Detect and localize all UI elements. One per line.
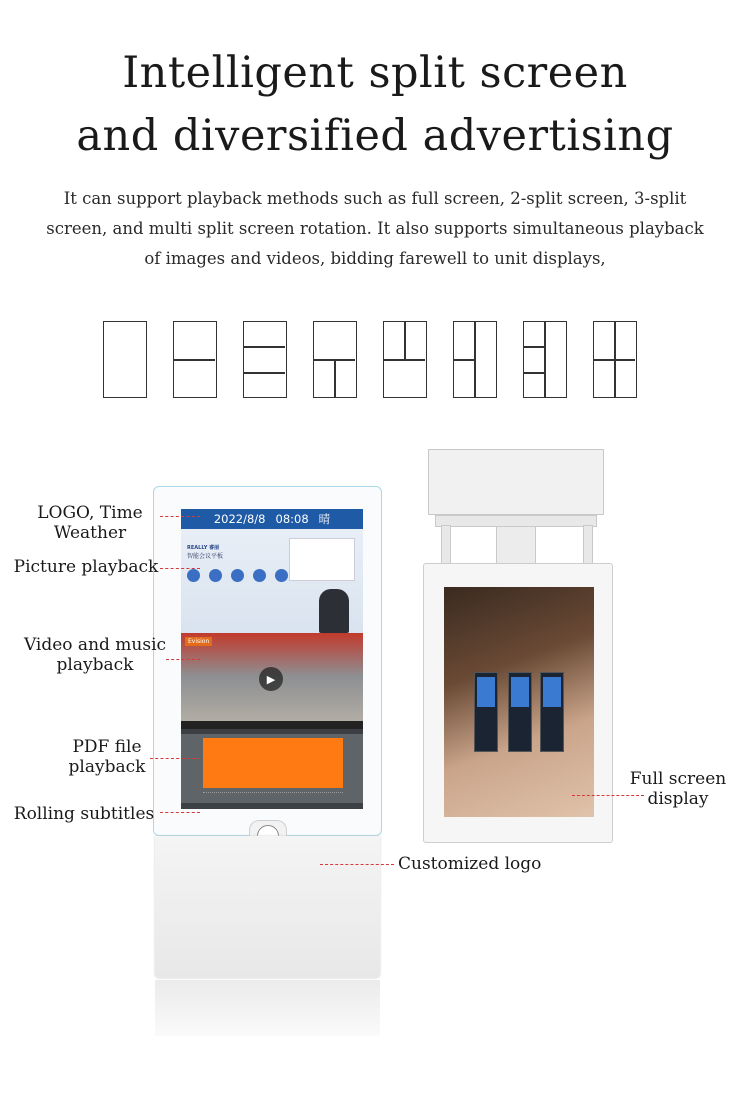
hanging-display: [423, 445, 613, 845]
layout-4-split-icon: [593, 321, 637, 398]
layout-column-split-icon: [453, 321, 497, 398]
page-title-line2: and diversified advertising: [76, 111, 674, 161]
layout-full-icon: [103, 321, 147, 398]
picture-section: [181, 529, 363, 633]
pointer-line: [160, 812, 200, 813]
pdf-toolbar: [181, 729, 363, 734]
product-text: 智能会议平板: [187, 553, 224, 560]
label-full-screen-display: Full screen display: [629, 769, 727, 809]
description: It can support playback methods such as full screen, 2-split screen, 3-split screen, and multi split screen rotation. It also supports simultaneous playback of images and videos, bidding farewell to unit displays,: [46, 189, 704, 268]
ceiling-box: [428, 449, 604, 515]
play-icon[interactable]: ▶: [259, 667, 283, 691]
pointer-line: [150, 758, 200, 759]
display-frame: [153, 486, 382, 836]
feature-icon: [187, 569, 200, 582]
date-text: 2022/8/8: [213, 512, 266, 526]
pointer-line: [166, 659, 200, 660]
kiosk-image: [540, 672, 564, 752]
layout-2-1-split-icon: [383, 321, 427, 398]
label-pdf-playback: PDF file playback: [68, 737, 146, 777]
label-picture-playback: Picture playback: [13, 557, 159, 577]
base-reflection: [155, 980, 380, 1036]
video-controls: [181, 721, 363, 729]
time-text: 08:08: [275, 512, 309, 526]
layout-3-split-icon: [243, 321, 287, 398]
hanger-right: [583, 525, 593, 565]
kiosk-image: [508, 672, 532, 752]
rolling-subtitle-bar: [181, 803, 363, 809]
label-video-music-playback: Video and music playback: [23, 635, 167, 675]
display-base: [155, 836, 380, 978]
pdf-page: [203, 738, 343, 788]
display-frame: [423, 563, 613, 843]
pointer-line: [160, 568, 200, 569]
mount-bracket: [435, 515, 597, 527]
video-section: [181, 633, 363, 729]
hanger-left: [441, 525, 451, 565]
layout-column-3-split-icon: [523, 321, 567, 398]
pointer-line: [320, 864, 394, 865]
kiosk-image: [474, 672, 498, 752]
pdf-caption: [203, 792, 343, 797]
feature-icon: [275, 569, 288, 582]
label-rolling-subtitles: Rolling subtitles: [13, 804, 155, 824]
page-title-line1: Intelligent split screen: [122, 48, 628, 98]
pointer-line: [160, 516, 200, 517]
weather-text: 晴: [318, 512, 331, 526]
label-customized-logo: Customized logo: [398, 854, 542, 874]
pdf-section: [181, 729, 363, 809]
chart-image: [289, 538, 355, 581]
feature-icon: [231, 569, 244, 582]
label-logo-time-weather: LOGO, Time Weather: [37, 503, 143, 543]
layout-2-split-icon: [173, 321, 217, 398]
full-screen-image: [444, 587, 594, 817]
feature-icon: [209, 569, 222, 582]
split-layout-icons: [0, 321, 750, 401]
brand-text: REALLY 睿丽: [187, 545, 220, 551]
layout-1-2-split-icon: [313, 321, 357, 398]
person-image: [319, 589, 349, 633]
split-screen: [181, 509, 363, 809]
video-brand: Evision: [185, 637, 212, 646]
feature-icon: [253, 569, 266, 582]
header-logo-time-weather: [181, 509, 363, 529]
